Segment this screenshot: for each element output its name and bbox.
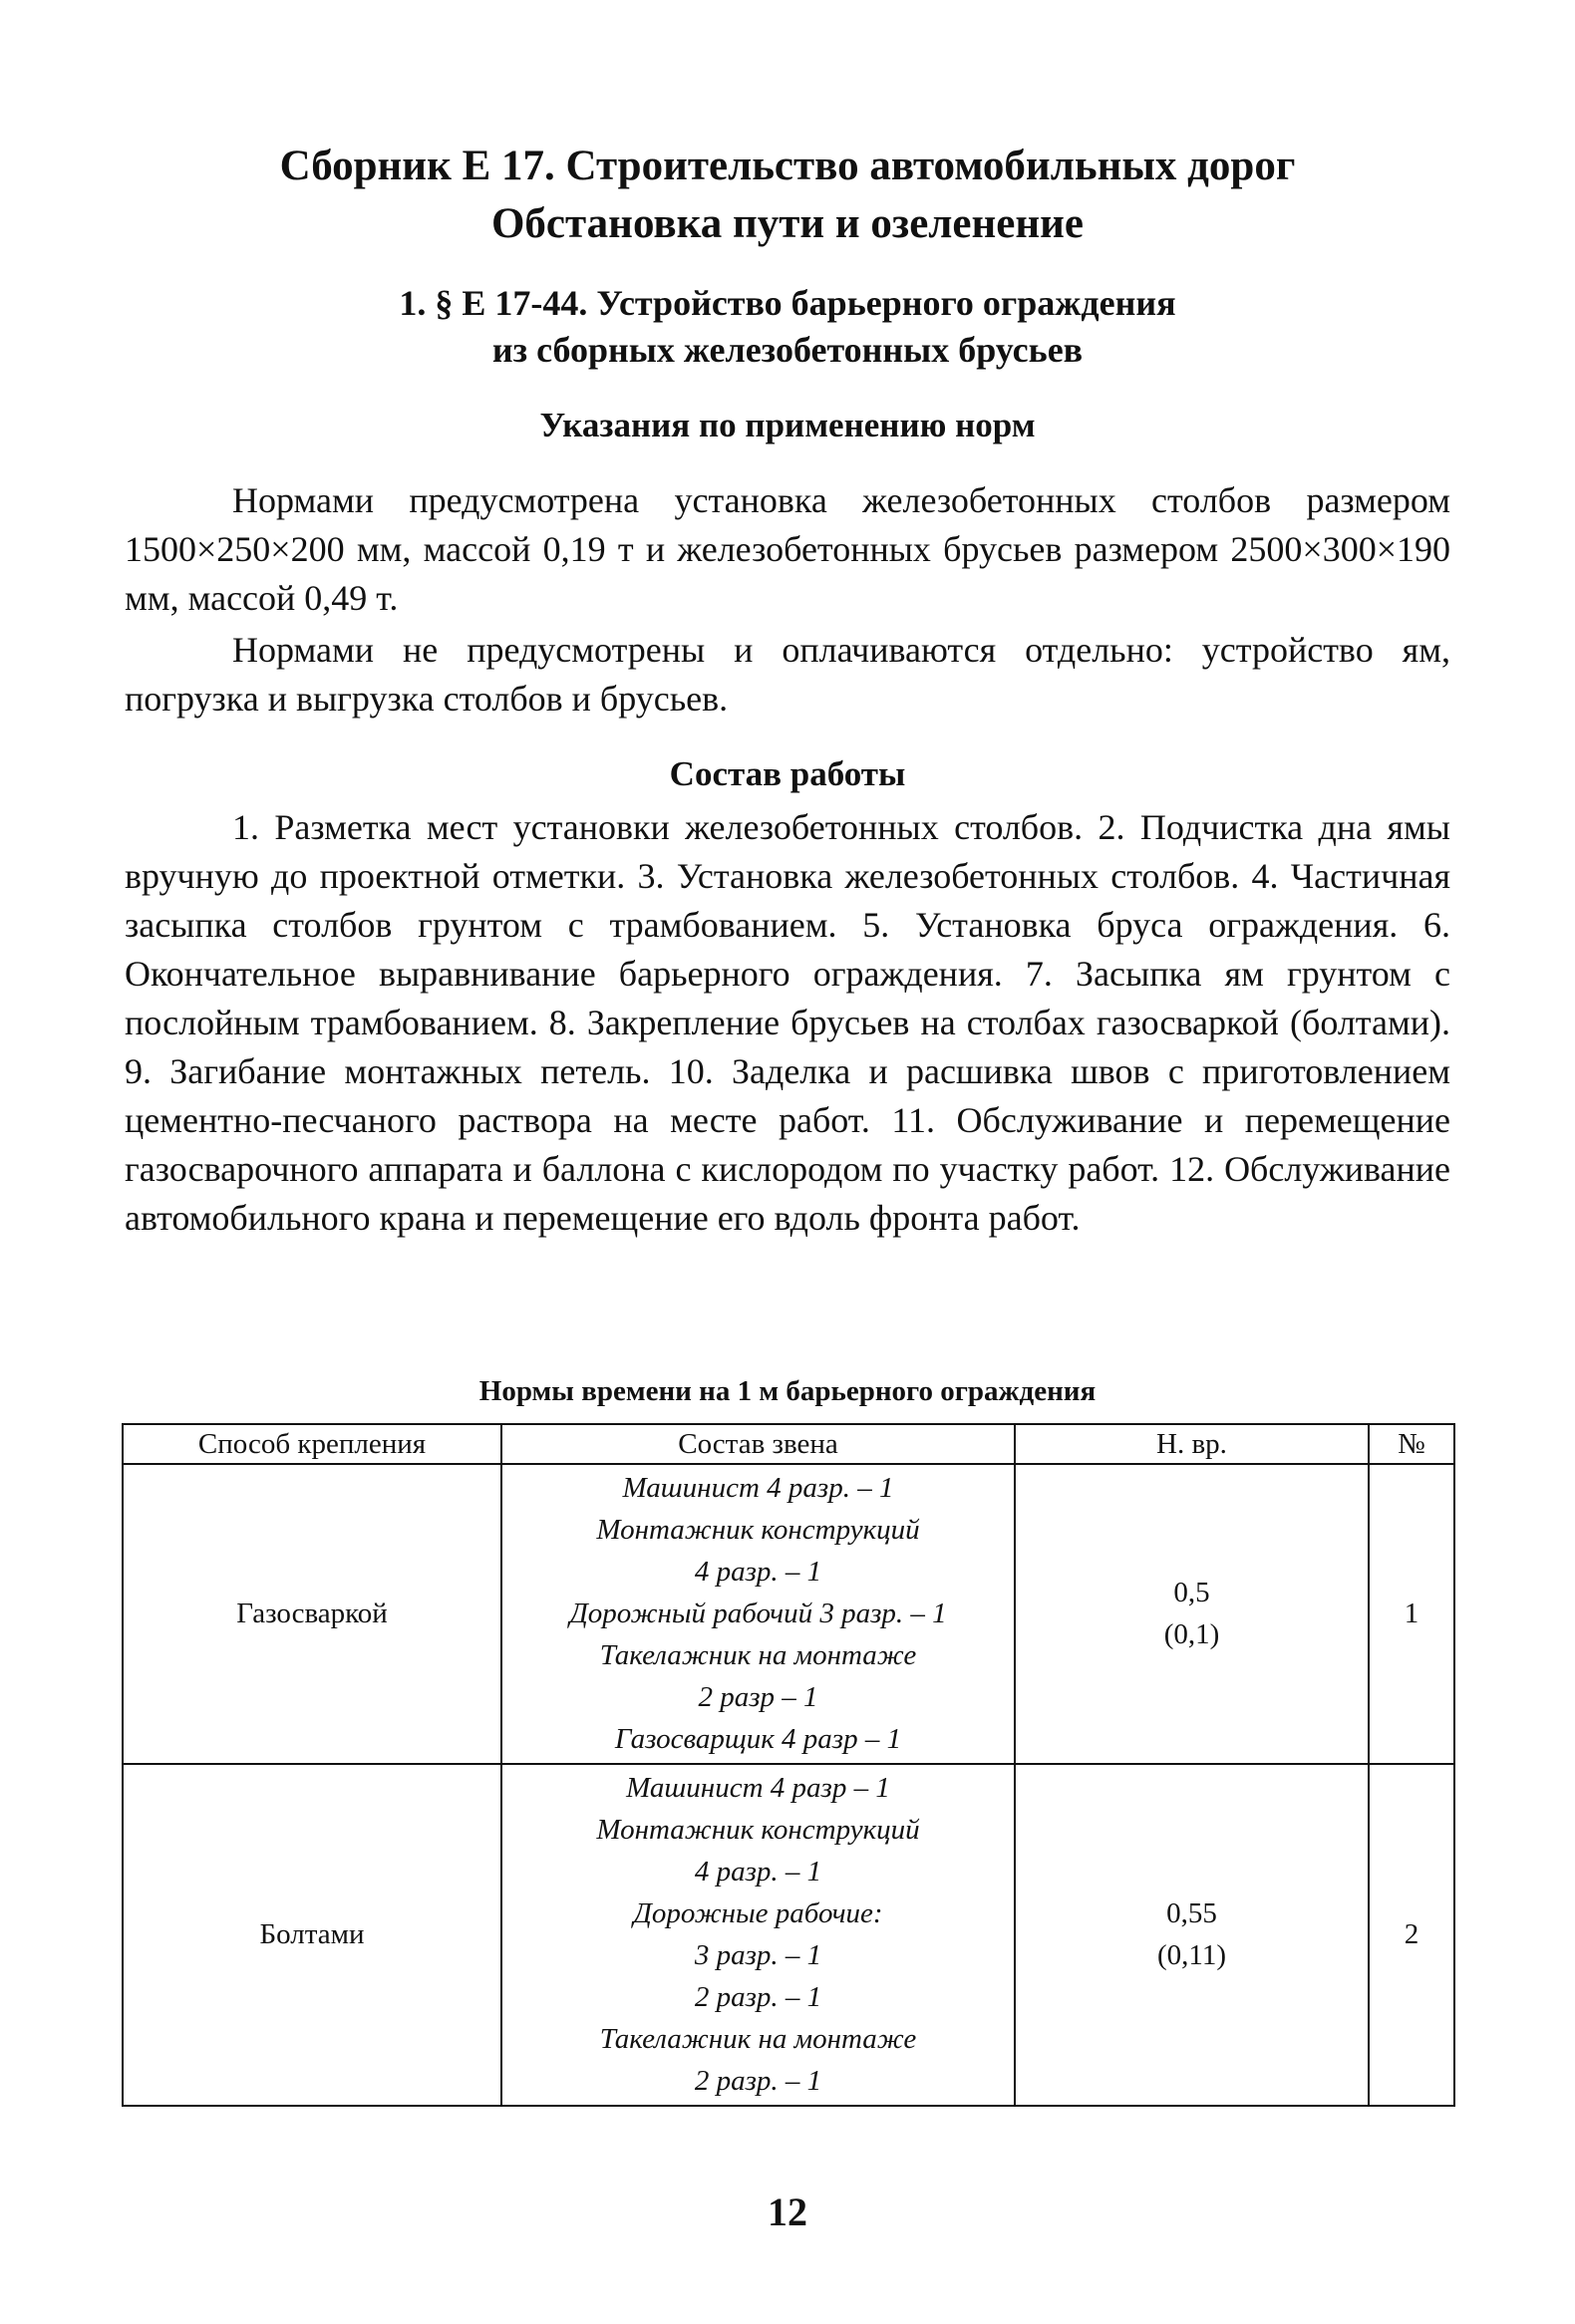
table-row bbox=[123, 1764, 1454, 2106]
table-header-row bbox=[123, 1424, 1454, 1464]
crew-line: Дорожные рабочие: bbox=[633, 1897, 883, 1930]
crew-line: Газосварщик 4 разр – 1 bbox=[614, 1723, 902, 1756]
method-cell: Болтами bbox=[123, 1764, 501, 2106]
number-cell: 2 bbox=[1369, 1764, 1454, 2106]
guidelines-paragraph-1: Нормами предусмотрена установка железобетонных столбов размером 1500×250×200 мм, массой 0,19 т и железобетонных брусьев размером 2500×300×190 мм, массой 0,49 т. bbox=[125, 480, 1450, 618]
crew-line: Машинист 4 разр. – 1 bbox=[622, 1472, 894, 1505]
section-title-line-2: из сборных железобетонных брусьев bbox=[491, 330, 1084, 370]
page-number: 12 bbox=[768, 2189, 807, 2234]
crew-line: Такелажник на монтаже bbox=[599, 1639, 917, 1672]
collection-title-line-2: Обстановка пути и озеленение bbox=[490, 200, 1084, 247]
norm-sub-value: (0,11) bbox=[1157, 1939, 1226, 1972]
crew-line: 2 разр – 1 bbox=[698, 1681, 818, 1714]
crew-line: Такелажник на монтаже bbox=[599, 2023, 917, 2056]
norm-cell bbox=[1015, 1464, 1369, 1764]
crew-line: 2 разр. – 1 bbox=[694, 2065, 822, 2098]
crew-cell bbox=[501, 1464, 1015, 1764]
norm-value: 0,55 bbox=[1166, 1897, 1217, 1930]
norm-sub-value: (0,1) bbox=[1163, 1618, 1220, 1651]
crew-cell bbox=[501, 1764, 1015, 2106]
table-caption: Нормы времени на 1 м барьерного ограждения bbox=[478, 1375, 1097, 1407]
header-norm: Н. вр. bbox=[1015, 1424, 1369, 1464]
method-cell: Газосваркой bbox=[123, 1464, 501, 1764]
crew-line: Монтажник конструкций bbox=[596, 1514, 920, 1547]
work-composition-heading: Состав работы bbox=[669, 754, 906, 793]
crew-line: 2 разр. – 1 bbox=[694, 1981, 822, 2014]
norm-cell bbox=[1015, 1764, 1369, 2106]
table-row bbox=[123, 1464, 1454, 1764]
crew-line: Монтажник конструкций bbox=[596, 1814, 920, 1847]
section-title-line-1: 1. § Е 17-44. Устройство барьерного ограждения bbox=[399, 283, 1176, 323]
collection-title-line-1: Сборник Е 17. Строительство автомобильных дорог bbox=[279, 143, 1296, 189]
guidelines-paragraph-2: Нормами не предусмотрены и оплачиваются отдельно: устройство ям, погрузка и выгрузка столбов и брусьев. bbox=[125, 630, 1450, 719]
norms-table bbox=[122, 1423, 1455, 2107]
crew-line: 3 разр. – 1 bbox=[694, 1939, 822, 1972]
guidelines-heading: Указания по применению норм bbox=[539, 406, 1036, 444]
crew-line: Дорожный рабочий 3 разр. – 1 bbox=[569, 1598, 947, 1630]
crew-line: 4 разр. – 1 bbox=[694, 1856, 822, 1888]
header-number: № bbox=[1369, 1424, 1454, 1464]
header-method: Способ крепления bbox=[123, 1424, 501, 1464]
crew-line: Машинист 4 разр – 1 bbox=[626, 1772, 890, 1805]
work-composition-paragraph: 1. Разметка мест установки железобетонных столбов. 2. Подчистка дна ямы вручную до проектной отметки. 3. Установка железобетонных столбов. 4. Частичная засыпка столбов грунтом с трамбованием. 5. Установка бруса ограждения. 6. Окончательное выравнивание барьерного ограждения. 7. Засыпка ям грунтом с послойным трамбованием. 8. Закрепление брусьев на столбах газосваркой (болтами). 9. Загибание монтажных петель. 10. Заделка и расшивка швов с приготовлением цементно-песчаного раствора на месте работ. 11. Обслуживание и перемещение газосварочного аппарата и баллона с кислородом по участку работ. 12. Обслуживание автомобильного крана и перемещение его вдоль фронта работ. bbox=[125, 807, 1450, 1238]
number-cell: 1 bbox=[1369, 1464, 1454, 1764]
crew-line: 4 разр. – 1 bbox=[694, 1556, 822, 1589]
header-crew: Состав звена bbox=[501, 1424, 1015, 1464]
norm-value: 0,5 bbox=[1173, 1577, 1210, 1609]
